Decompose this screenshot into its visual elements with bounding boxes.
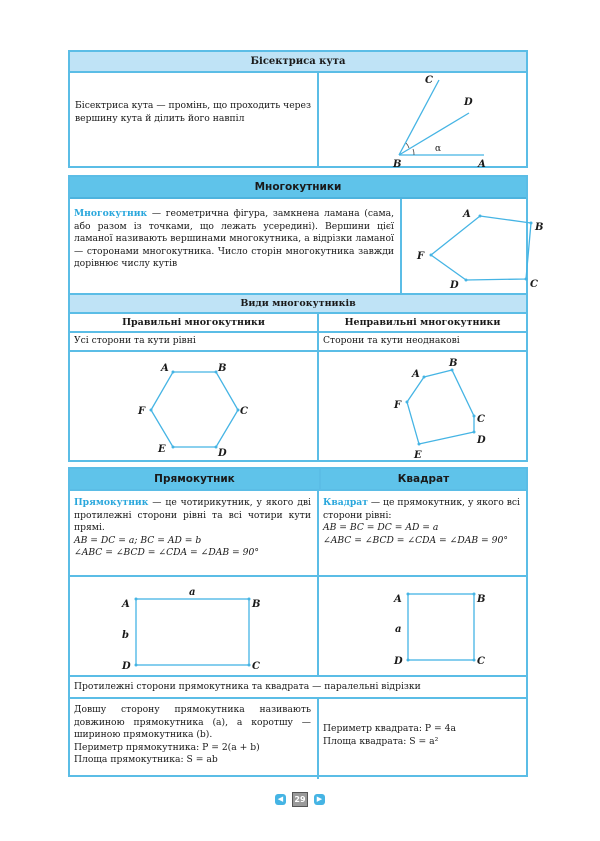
bisector-section [68, 50, 528, 168]
polygon-definition: Многокутник — геометрична фігура, замкнена ламана (сама, або разом із точками, що лежать усередині). Вершини цієї ламаної називають вершинами многокутника, а відрізки ламаної — сторонами многокутника. Число сторін многокутника завжди дорівнює числу кутів [70, 199, 402, 293]
angle-bisector-diagram [319, 73, 526, 168]
irregular-polygons-desc: Сторони та кути неоднакові [323, 335, 460, 346]
square-definition: Квадрат — це прямокутник, у якого всі сторони рівні: AB = BC = DC = AD = a ∠ABC = ∠BCD = ∠CDA = ∠DAB = 90° [323, 497, 520, 546]
svg-text:b: b [122, 630, 129, 641]
regular-hexagon-figure [70, 352, 319, 460]
regular-hexagon-diagram [70, 352, 317, 460]
svg-text:E: E [158, 444, 166, 455]
svg-text:D: D [218, 448, 227, 459]
polygons-section [68, 175, 544, 462]
svg-text:C: C [240, 406, 248, 417]
svg-text:F: F [417, 251, 425, 262]
svg-text:D: D [477, 435, 486, 446]
svg-text:B: B [252, 599, 261, 610]
svg-text:B: B [218, 363, 227, 374]
rectangle-definition: Прямокутник — це чотирикутник, у якого дві протилежні сторони рівні та всі чотири кути прямі. AB = DC = a; BC = AD = b ∠ABC = ∠BCD = ∠CDA = ∠DAB = 90° [70, 491, 319, 575]
square-info [319, 699, 526, 779]
svg-text:A: A [122, 599, 130, 610]
square-area: Площа квадрата: S = a² [323, 735, 439, 747]
svg-text:α: α [435, 144, 442, 154]
bisector-figure [319, 73, 526, 168]
svg-text:D: D [122, 661, 131, 672]
parallel-sides-note: Протилежні сторони прямокутника та квадрата — паралельні відрізки [70, 677, 526, 699]
svg-text:a: a [189, 587, 196, 598]
square-perimeter: Периметр квадрата: P = 4a [323, 723, 456, 734]
svg-text:B: B [393, 159, 402, 170]
irregular-hexagon-diagram [319, 352, 526, 460]
svg-text:a: a [395, 624, 402, 635]
svg-text:C: C [425, 75, 433, 86]
square-diagram [319, 577, 526, 675]
svg-text:D: D [394, 656, 403, 667]
rectangle-area: Площа прямокутника: S = ab [74, 754, 218, 766]
rectangle-angles-formula: ∠ABC = ∠BCD = ∠CDA = ∠DAB = 90° [74, 547, 259, 559]
pentagon-diagram [402, 199, 544, 293]
svg-text:A: A [394, 594, 402, 605]
svg-text:B: B [535, 222, 544, 233]
rectangle-perimeter: Периметр прямокутника: P = 2(a + b) [74, 741, 260, 753]
regular-polygons-header: Правильні многокутники [70, 314, 319, 331]
irregular-hexagon-figure [319, 352, 526, 460]
svg-text:C: C [477, 414, 485, 425]
svg-text:F: F [394, 400, 402, 411]
polygon-types-title: Види многокутників [70, 295, 526, 314]
svg-text:B: B [477, 594, 486, 605]
next-page-button[interactable]: ▶ [314, 794, 325, 805]
polygon-figure [402, 199, 544, 293]
bisector-title: Бісектриса кута [70, 52, 526, 73]
svg-text:B: B [449, 358, 458, 369]
svg-text:F: F [138, 406, 146, 417]
rectangle-info: Довшу сторону прямокутника називають довжиною прямокутника (a), а коротшу — шириною прямокутника (b). Периметр прямокутника: P = 2(a + b) Площа прямокутника: S = ab [70, 699, 319, 779]
svg-text:A: A [478, 159, 486, 170]
square-angles-formula: ∠ABC = ∠BCD = ∠CDA = ∠DAB = 90° [323, 534, 508, 546]
rectangle-sides-formula: AB = DC = a; BC = AD = b [74, 534, 202, 546]
svg-text:A: A [161, 363, 169, 374]
square-title: Квадрат [321, 469, 526, 489]
svg-text:A: A [463, 209, 471, 220]
prev-page-button[interactable]: ◀ [275, 794, 286, 805]
svg-text:C: C [530, 279, 538, 290]
page-number: 29 [292, 792, 308, 807]
polygons-title: Многокутники [70, 177, 526, 199]
square-figure [319, 577, 526, 675]
svg-text:D: D [464, 97, 473, 108]
bisector-definition: Бісектриса кута — промінь, що проходить через вершину кута й ділить його навпіл [70, 73, 319, 168]
regular-polygons-desc: Усі сторони та кути рівні [70, 333, 319, 350]
svg-text:C: C [252, 661, 260, 672]
irregular-polygons-header: Неправильні многокутники [344, 317, 501, 328]
square-sides-formula: AB = BC = DC = AD = a [323, 522, 439, 534]
page-navigation [0, 792, 600, 807]
svg-text:C: C [477, 656, 485, 667]
svg-text:E: E [414, 450, 422, 461]
rectangle-figure [70, 577, 319, 675]
rectangle-diagram [70, 577, 317, 675]
svg-text:D: D [450, 280, 459, 291]
rectangle-square-section [68, 467, 528, 777]
svg-text:A: A [412, 369, 420, 380]
rectangle-title: Прямокутник [70, 469, 321, 489]
